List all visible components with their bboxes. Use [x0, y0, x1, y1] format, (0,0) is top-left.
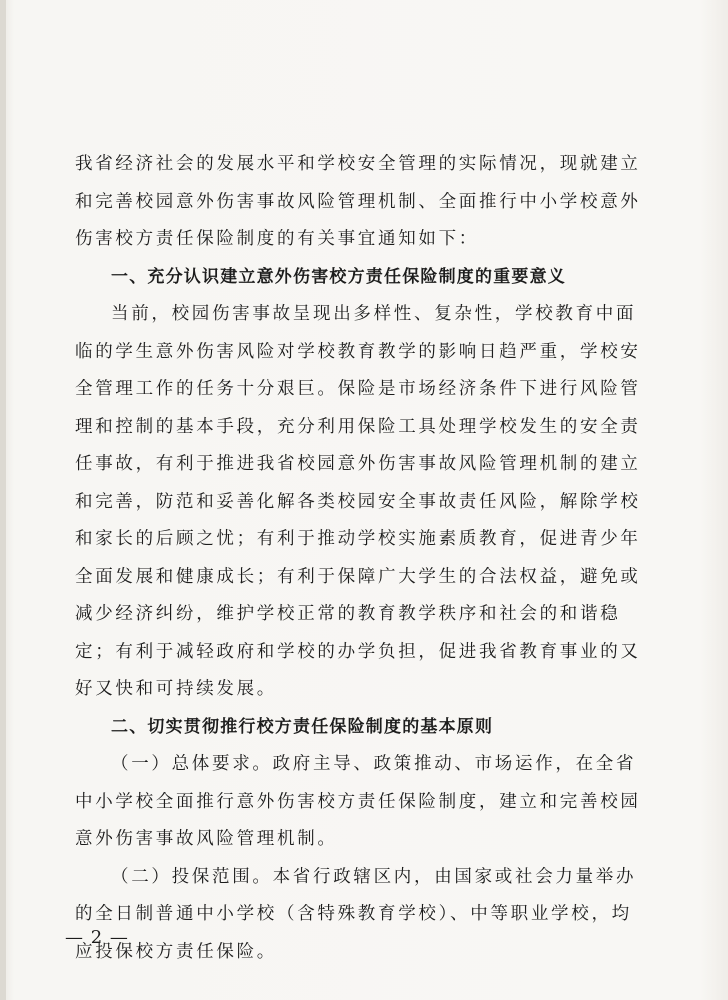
section-heading-1: 一、充分认识建立意外伤害校方责任保险制度的重要意义	[111, 266, 566, 287]
body-line: 和家长的后顾之忧；有利于推动学校实施素质教育，促进青少年	[75, 529, 641, 549]
section-heading-2: 二、切实贯彻推行校方责任保险制度的基本原则	[111, 716, 494, 737]
body-line: 和完善校园意外伤害事故风险管理机制、全面推行中小学校意外	[75, 191, 641, 212]
body-line: 好又快和可持续发展。	[75, 679, 277, 699]
body-line: 定；有利于减轻政府和学校的办学负担，促进我省教育事业的又	[75, 641, 641, 662]
subsection-overall-requirements: （一）总体要求。政府主导、政策推动、市场运作，在全省	[111, 754, 637, 774]
body-line: 临的学生意外伤害风险对学校教育教学的影响日趋严重，学校安	[75, 341, 641, 362]
page-number: — 2 —	[65, 927, 129, 948]
body-line: 和完善，防范和妥善化解各类校园安全事故责任风险，解除学校	[75, 491, 641, 512]
body-line: 任事故，有利于推进我省校园意外伤害事故风险管理机制的建立	[75, 454, 641, 474]
body-line: 中小学校全面推行意外伤害校方责任保险制度，建立和完善校园	[75, 791, 641, 812]
body-line: 全管理工作的任务十分艰巨。保险是市场经济条件下进行风险管	[75, 379, 641, 399]
body-line: 减少经济纠纷，维护学校正常的教育教学秩序和社会的和谐稳	[75, 604, 621, 624]
document-body	[75, 146, 641, 971]
subsection-insurance-scope: （二）投保范围。本省行政辖区内，由国家或社会力量举办	[111, 866, 637, 887]
body-line: 的全日制普通中小学校（含特殊教育学校）、中等职业学校，均	[75, 904, 632, 924]
body-line: 应投保校方责任保险。	[75, 941, 277, 962]
body-line: 全面发展和健康成长；有利于保障广大学生的合法权益，避免或	[75, 566, 641, 587]
body-line: 理和控制的基本手段，充分利用保险工具处理学校发生的安全责	[75, 416, 641, 437]
body-line: 意外伤害事故风险管理机制。	[75, 829, 338, 849]
body-line: 当前，校园伤害事故呈现出多样性、复杂性，学校教育中面	[111, 304, 637, 324]
body-line: 我省经济社会的发展水平和学校安全管理的实际情况，现就建立	[75, 154, 641, 174]
body-line: 伤害校方责任保险制度的有关事宜通知如下：	[75, 229, 479, 249]
scan-edge	[0, 0, 6, 1000]
